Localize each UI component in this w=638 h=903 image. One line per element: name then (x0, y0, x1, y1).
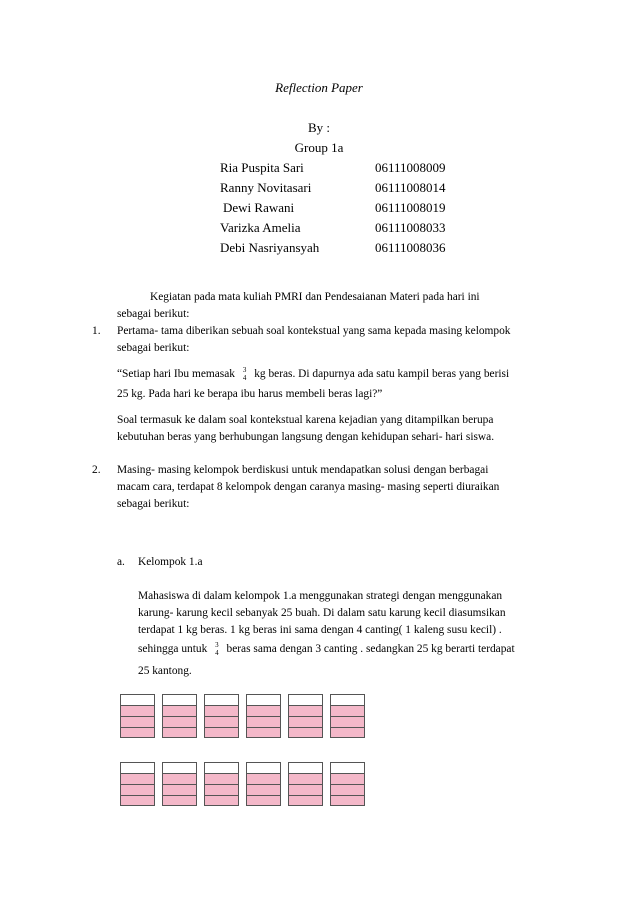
filled-cell (205, 717, 238, 728)
problem-quote (117, 366, 509, 383)
empty-cell (205, 695, 238, 706)
subitem-heading: Kelompok 1.a (138, 556, 203, 568)
fraction-denominator: 4 (215, 649, 219, 658)
intro-line: Kegiatan pada mata kuliah PMRI dan Pendesaianan Materi pada hari ini (150, 291, 480, 303)
filled-cell (331, 785, 364, 796)
sack-box (162, 762, 197, 806)
fraction-denominator: 4 (242, 374, 247, 383)
filled-cell (331, 706, 364, 717)
filled-cell (247, 728, 280, 738)
filled-cell (121, 796, 154, 806)
quote-text: “Setiap hari Ibu memasak (117, 368, 235, 380)
filled-cell (331, 774, 364, 785)
intro-line: sebagai berikut: (117, 308, 190, 320)
fraction (215, 641, 219, 657)
sack-box (120, 762, 155, 806)
item1-line: Pertama- tama diberikan sebuah soal kontekstual yang sama kepada masing kelompok (117, 325, 511, 337)
subitem-line: Mahasiswa di dalam kelompok 1.a menggunakan strategi dengan menggunakan (138, 590, 503, 602)
fraction-numerator: 3 (242, 366, 247, 375)
by-label: By : (307, 120, 331, 135)
sack-box (288, 762, 323, 806)
empty-cell (163, 695, 196, 706)
filled-cell (247, 774, 280, 785)
fraction-numerator: 3 (215, 641, 219, 650)
filled-cell (289, 796, 322, 806)
subitem-text: beras sama dengan 3 canting . sedangkan 25 kg berarti terdapat (226, 643, 515, 655)
filled-cell (121, 706, 154, 717)
item1-note: kebutuhan beras yang berhubungan langsung dengan kehidupan sehari- hari siswa. (117, 431, 495, 443)
empty-cell (205, 763, 238, 774)
subitem-line: karung- karung kecil sebanyak 25 buah. Di dalam satu karung kecil diasumsikan (138, 607, 506, 619)
filled-cell (247, 706, 280, 717)
filled-cell (163, 728, 196, 738)
sack-box (288, 694, 323, 738)
item2-line: Masing- masing kelompok berdiskusi untuk mendapatkan solusi dengan berbagai (117, 464, 489, 476)
item1-note: Soal termasuk ke dalam soal kontekstual karena kejadian yang ditampilkan berupa (117, 414, 494, 426)
member-name: Varizka Amelia (220, 220, 301, 235)
filled-cell (121, 728, 154, 738)
filled-cell (121, 785, 154, 796)
member-id: 06111008036 (375, 240, 446, 255)
sack-box (246, 694, 281, 738)
member-name: Dewi Rawani (223, 200, 295, 215)
empty-cell (247, 695, 280, 706)
subitem-text: sehingga untuk (138, 643, 208, 655)
fraction (243, 366, 247, 382)
item2-line: sebagai berikut: (117, 498, 190, 510)
filled-cell (163, 774, 196, 785)
empty-cell (331, 695, 364, 706)
filled-cell (205, 796, 238, 806)
empty-cell (289, 695, 322, 706)
filled-cell (289, 728, 322, 738)
sack-box (330, 694, 365, 738)
filled-cell (289, 774, 322, 785)
empty-cell (331, 763, 364, 774)
filled-cell (163, 796, 196, 806)
empty-cell (163, 763, 196, 774)
quote-line: 25 kg. Pada hari ke berapa ibu harus membeli beras lagi?” (117, 388, 383, 400)
filled-cell (247, 717, 280, 728)
empty-cell (121, 763, 154, 774)
filled-cell (121, 717, 154, 728)
filled-cell (289, 785, 322, 796)
list-number: 1. (92, 325, 101, 337)
filled-cell (205, 785, 238, 796)
filled-cell (163, 706, 196, 717)
filled-cell (163, 785, 196, 796)
quote-text: kg beras. Di dapurnya ada satu kampil beras yang berisi (254, 368, 510, 380)
filled-cell (331, 728, 364, 738)
filled-cell (205, 728, 238, 738)
sack-box (162, 694, 197, 738)
member-name: Debi Nasriyansyah (220, 240, 320, 255)
list-number: 2. (92, 464, 101, 476)
sub-letter: a. (117, 556, 125, 568)
filled-cell (205, 774, 238, 785)
sack-box (246, 762, 281, 806)
filled-cell (247, 796, 280, 806)
member-id: 06111008019 (375, 200, 446, 215)
filled-cell (163, 717, 196, 728)
member-id: 06111008009 (375, 160, 446, 175)
item1-line: sebagai berikut: (117, 342, 190, 354)
sack-box (330, 762, 365, 806)
empty-cell (289, 763, 322, 774)
group-name: Group 1a (294, 140, 344, 155)
sack-box (120, 694, 155, 738)
empty-cell (121, 695, 154, 706)
filled-cell (331, 796, 364, 806)
member-id: 06111008033 (375, 220, 446, 235)
member-id: 06111008014 (375, 180, 446, 195)
subitem-line (138, 641, 515, 658)
subitem-line: terdapat 1 kg beras. 1 kg beras ini sama dengan 4 canting( 1 kaleng susu kecil) . (138, 624, 502, 636)
filled-cell (289, 717, 322, 728)
sack-box (204, 762, 239, 806)
member-name: Ria Puspita Sari (220, 160, 304, 175)
subitem-line: 25 kantong. (138, 665, 192, 677)
member-name: Ranny Novitasari (220, 180, 312, 195)
filled-cell (331, 717, 364, 728)
filled-cell (289, 706, 322, 717)
sack-box (204, 694, 239, 738)
item2-line: macam cara, terdapat 8 kelompok dengan caranya masing- masing seperti diuraikan (117, 481, 500, 493)
empty-cell (247, 763, 280, 774)
filled-cell (247, 785, 280, 796)
filled-cell (205, 706, 238, 717)
filled-cell (121, 774, 154, 785)
document-title: Reflection Paper (275, 80, 363, 95)
